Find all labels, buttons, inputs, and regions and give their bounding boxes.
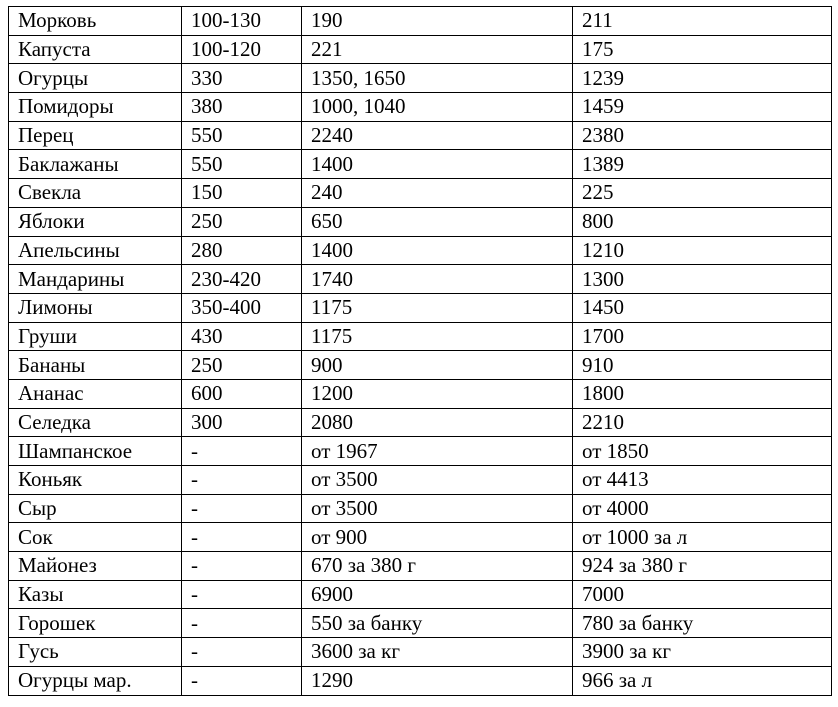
product-name-cell: Помидоры [9,93,182,122]
product-name-cell: Апельсины [9,236,182,265]
price-cell-1: - [182,494,302,523]
price-cell-1: - [182,666,302,695]
price-cell-1: - [182,437,302,466]
product-name-cell: Селедка [9,408,182,437]
price-cell-2: 6900 [302,580,573,609]
price-cell-1: - [182,609,302,638]
price-cell-2: 1175 [302,293,573,322]
product-name-cell: Перец [9,121,182,150]
price-cell-3: от 4000 [573,494,832,523]
price-cell-3: 1800 [573,379,832,408]
table-row [9,207,832,236]
price-cell-2: 3600 за кг [302,638,573,667]
price-cell-2: 2080 [302,408,573,437]
price-cell-3: 7000 [573,580,832,609]
table-row [9,150,832,179]
price-cell-2: 2240 [302,121,573,150]
price-cell-2: 670 за 380 г [302,552,573,581]
price-cell-2: 1175 [302,322,573,351]
price-cell-3: 211 [573,7,832,36]
table-row [9,408,832,437]
product-name-cell: Огурцы мар. [9,666,182,695]
price-cell-1: 100-120 [182,35,302,64]
price-cell-1: - [182,638,302,667]
price-cell-3: от 1850 [573,437,832,466]
table-row [9,638,832,667]
price-cell-3: 910 [573,351,832,380]
price-cell-2: 1350, 1650 [302,64,573,93]
product-name-cell: Майонез [9,552,182,581]
price-cell-1: 280 [182,236,302,265]
table-row [9,494,832,523]
price-cell-2: 1400 [302,150,573,179]
product-name-cell: Баклажаны [9,150,182,179]
table-row [9,93,832,122]
price-cell-1: 300 [182,408,302,437]
price-cell-2: 1740 [302,265,573,294]
price-cell-2: от 1967 [302,437,573,466]
price-cell-3: от 1000 за л [573,523,832,552]
product-name-cell: Морковь [9,7,182,36]
table-row [9,580,832,609]
price-cell-3: 1389 [573,150,832,179]
price-cell-1: - [182,580,302,609]
table-row [9,322,832,351]
price-cell-2: 221 [302,35,573,64]
price-cell-2: 900 [302,351,573,380]
price-cell-3: 1450 [573,293,832,322]
price-cell-3: 3900 за кг [573,638,832,667]
price-cell-1: 430 [182,322,302,351]
price-cell-2: от 900 [302,523,573,552]
price-cell-2: от 3500 [302,466,573,495]
price-cell-1: 250 [182,351,302,380]
price-table [8,6,832,696]
table-row [9,265,832,294]
price-cell-1: 380 [182,93,302,122]
price-cell-1: 150 [182,179,302,208]
table-row [9,666,832,695]
price-cell-1: - [182,523,302,552]
product-name-cell: Бананы [9,351,182,380]
price-cell-3: 225 [573,179,832,208]
price-cell-1: 350-400 [182,293,302,322]
product-name-cell: Сыр [9,494,182,523]
product-name-cell: Сок [9,523,182,552]
price-cell-1: 550 [182,150,302,179]
table-row [9,523,832,552]
product-name-cell: Казы [9,580,182,609]
table-row [9,466,832,495]
price-cell-3: от 4413 [573,466,832,495]
table-body [9,7,832,696]
price-cell-2: 1000, 1040 [302,93,573,122]
price-cell-3: 966 за л [573,666,832,695]
table-row [9,351,832,380]
price-cell-3: 800 [573,207,832,236]
table-row [9,121,832,150]
price-cell-1: 330 [182,64,302,93]
price-cell-3: 1300 [573,265,832,294]
price-cell-3: 1210 [573,236,832,265]
price-cell-3: 1459 [573,93,832,122]
product-name-cell: Свекла [9,179,182,208]
price-cell-2: 190 [302,7,573,36]
price-cell-1: 550 [182,121,302,150]
table-row [9,437,832,466]
table-row [9,236,832,265]
price-cell-3: 780 за банку [573,609,832,638]
table-row [9,609,832,638]
table-row [9,64,832,93]
table-row [9,35,832,64]
table-row [9,552,832,581]
product-name-cell: Мандарины [9,265,182,294]
product-name-cell: Капуста [9,35,182,64]
price-cell-3: 1239 [573,64,832,93]
price-cell-1: - [182,552,302,581]
price-cell-2: от 3500 [302,494,573,523]
price-cell-3: 2210 [573,408,832,437]
price-cell-3: 175 [573,35,832,64]
price-cell-1: 600 [182,379,302,408]
product-name-cell: Яблоки [9,207,182,236]
product-name-cell: Лимоны [9,293,182,322]
product-name-cell: Коньяк [9,466,182,495]
price-cell-2: 550 за банку [302,609,573,638]
price-cell-2: 650 [302,207,573,236]
product-name-cell: Огурцы [9,64,182,93]
price-cell-1: 100-130 [182,7,302,36]
table-row [9,379,832,408]
table-row [9,179,832,208]
product-name-cell: Ананас [9,379,182,408]
table-row [9,7,832,36]
price-cell-1: - [182,466,302,495]
price-cell-3: 2380 [573,121,832,150]
price-cell-3: 924 за 380 г [573,552,832,581]
price-cell-2: 1400 [302,236,573,265]
product-name-cell: Груши [9,322,182,351]
product-name-cell: Шампанское [9,437,182,466]
table-row [9,293,832,322]
price-cell-2: 1290 [302,666,573,695]
product-name-cell: Горошек [9,609,182,638]
price-cell-2: 1200 [302,379,573,408]
price-cell-1: 250 [182,207,302,236]
price-cell-3: 1700 [573,322,832,351]
price-cell-1: 230-420 [182,265,302,294]
price-cell-2: 240 [302,179,573,208]
product-name-cell: Гусь [9,638,182,667]
